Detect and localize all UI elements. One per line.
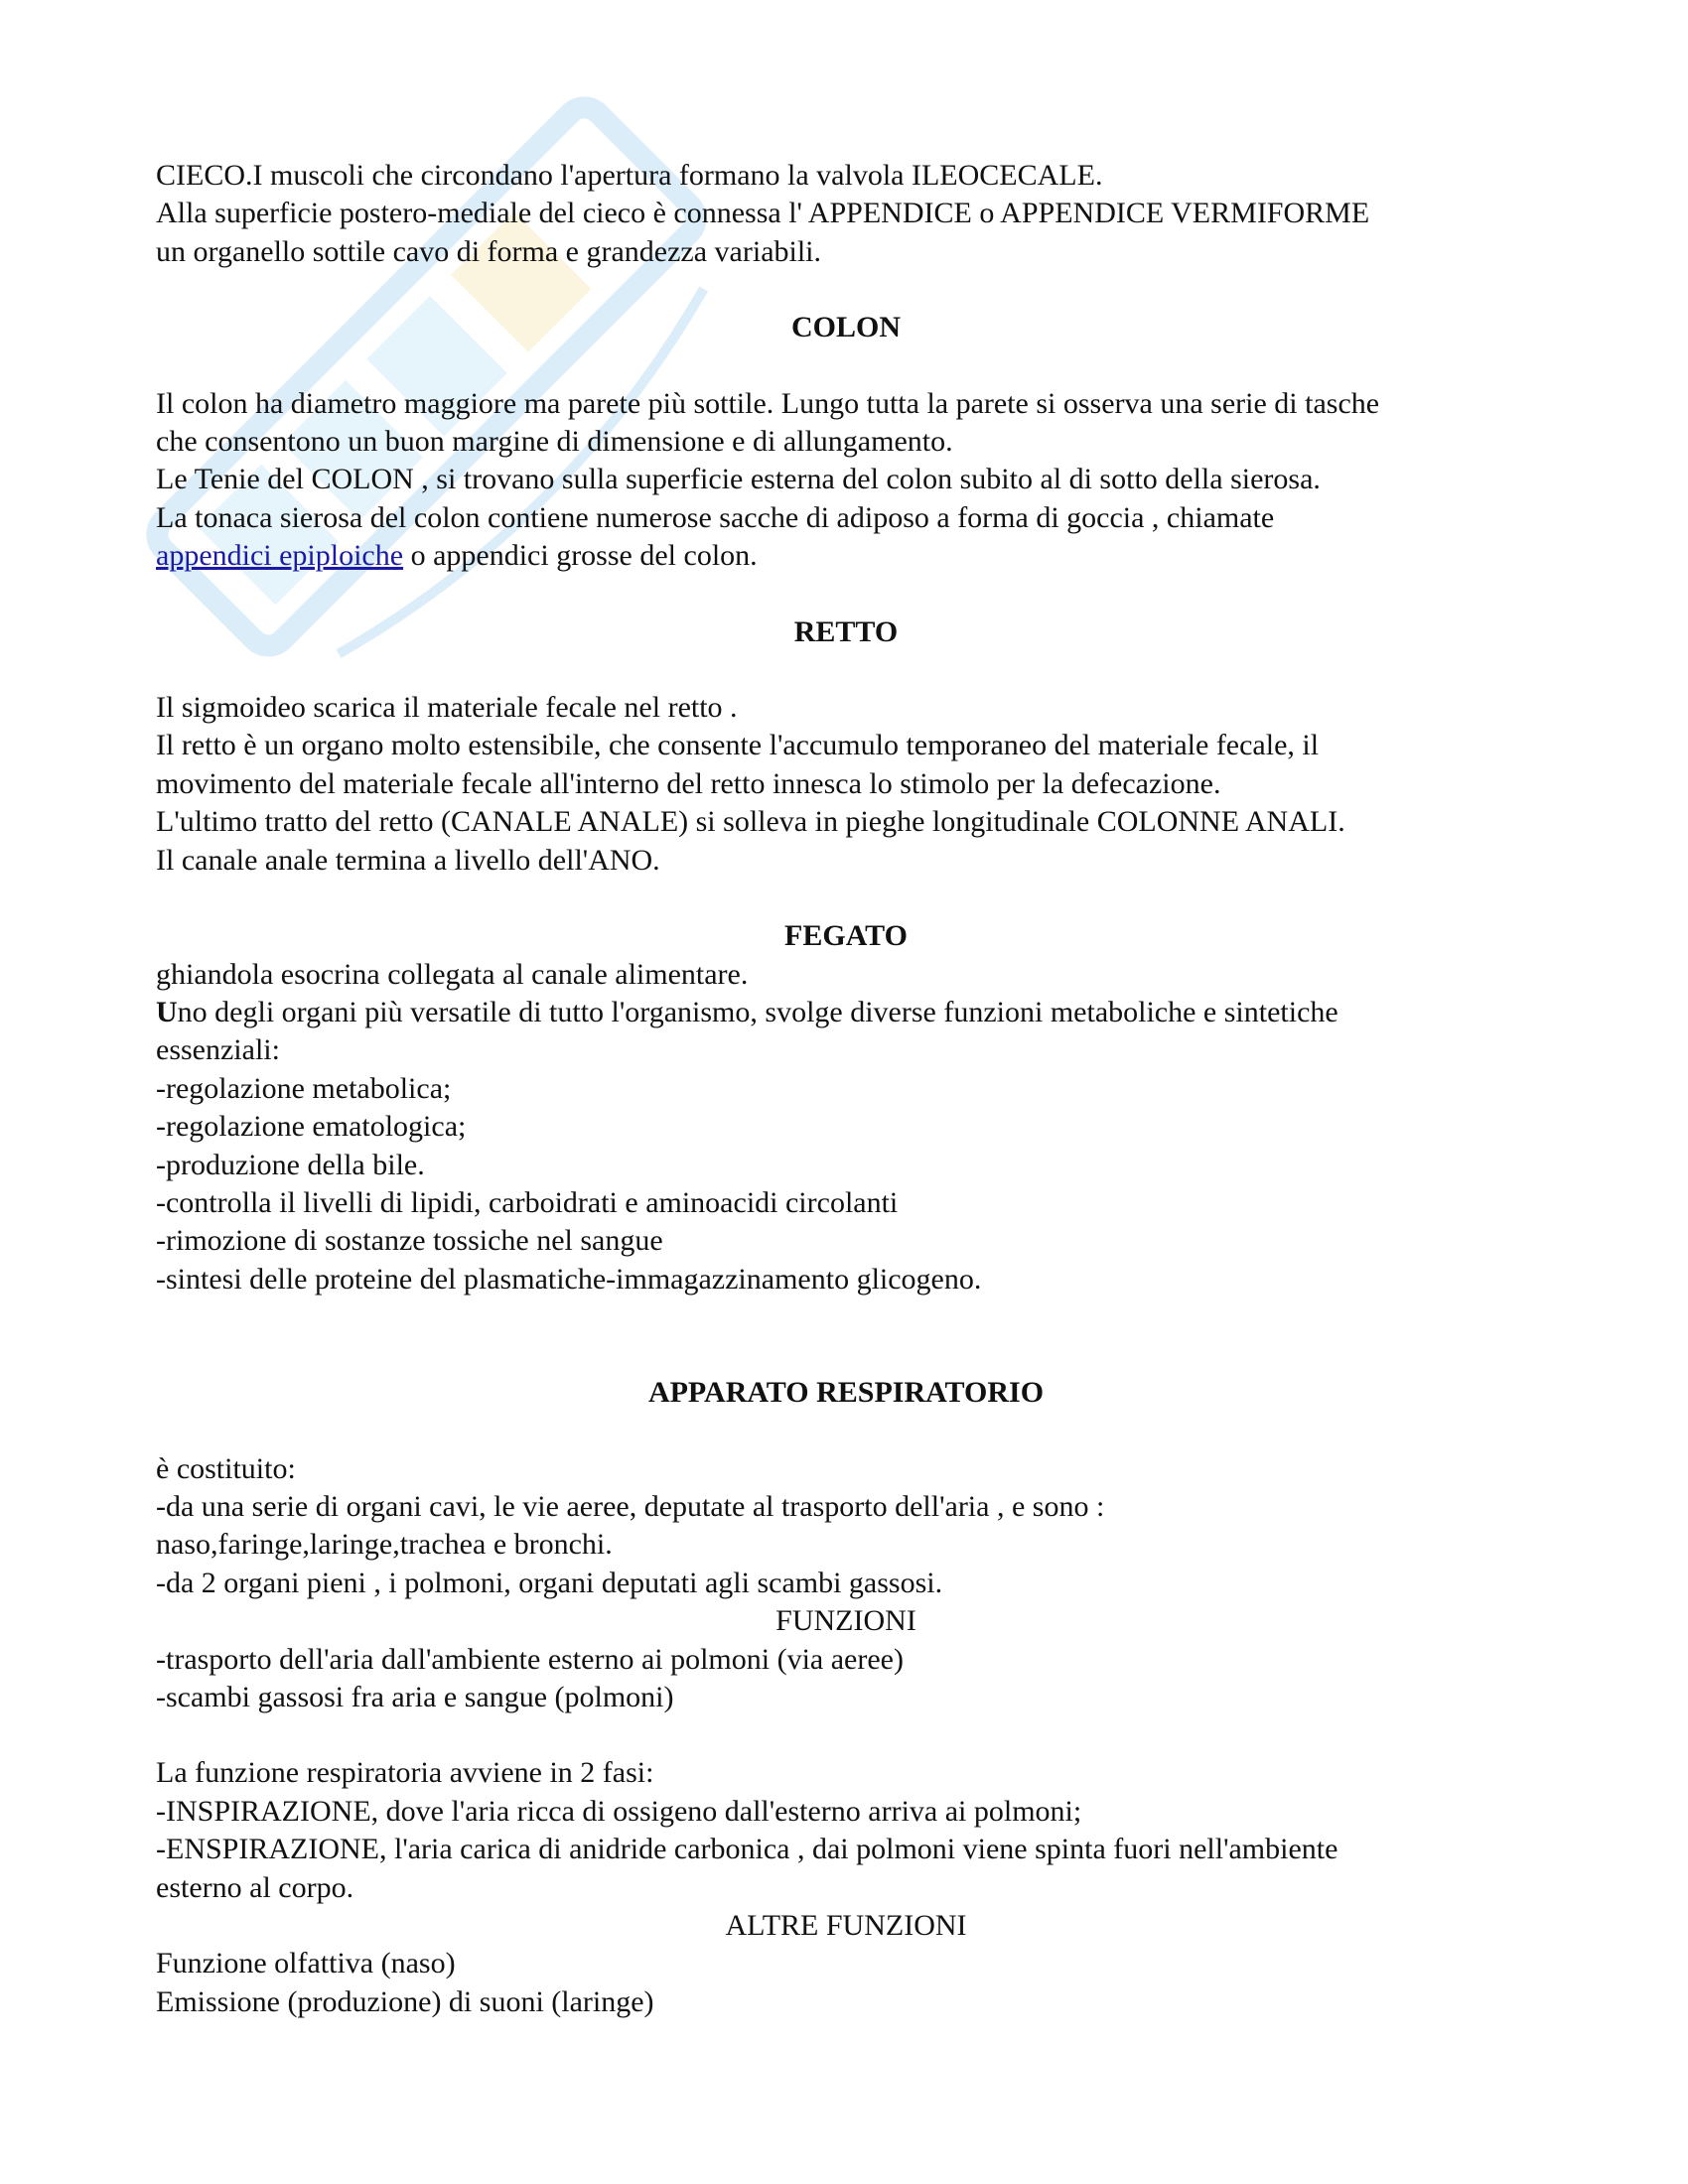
subheading-funzioni: FUNZIONI xyxy=(775,1604,916,1638)
retto-line: movimento del materiale fecale all'interno del retto innesca lo stimolo per la defecazione. xyxy=(156,766,1221,800)
heading-apparato-respiratorio: APPARATO RESPIRATORIO xyxy=(647,1376,1045,1410)
respiratorio-line: è costituito: xyxy=(156,1451,296,1485)
colon-line: Il colon ha diametro maggiore ma parete più sottile. Lungo tutta la parete si osserva una serie di tasche xyxy=(156,386,1380,420)
document-page xyxy=(156,157,1536,2021)
colon-link-tail: o appendici grosse del colon. xyxy=(403,539,758,573)
colon-line: che consentono un buon margine di dimensione e di allungamento. xyxy=(156,425,953,459)
funzioni-line: -scambi gassosi fra aria e sangue (polmoni) xyxy=(156,1681,674,1713)
fegato-line: -controlla il livelli di lipidi, carboidrati e aminoacidi circolanti xyxy=(156,1185,899,1219)
fasi-line: La funzione respiratoria avviene in 2 fasi: xyxy=(156,1756,654,1790)
fegato-line: ghiandola esocrina collegata al canale alimentare. xyxy=(156,957,749,991)
respiratorio-line: -da 2 organi pieni , i polmoni, organi deputati agli scambi gassosi. xyxy=(156,1566,943,1599)
retto-line: Il retto è un organo molto estensibile, che consente l'accumulo temporaneo del materiale fecale, il xyxy=(156,729,1320,762)
heading-fegato: FEGATO xyxy=(784,919,908,953)
respiratorio-line: naso,faringe,laringe,trachea e bronchi. xyxy=(156,1528,613,1562)
appendici-epiploiche-link[interactable]: appendici epiploiche xyxy=(156,539,404,573)
retto-line: Il canale anale termina a livello dell'ANO. xyxy=(156,843,660,877)
subheading-altre-funzioni: ALTRE FUNZIONI xyxy=(725,1909,967,1943)
fasi-line: esterno al corpo. xyxy=(156,1870,354,1904)
fegato-line: -regolazione metabolica; xyxy=(156,1071,452,1105)
fegato-line-2 xyxy=(156,994,1536,1031)
retto-line: Il sigmoideo scarica il materiale fecale nel retto . xyxy=(156,691,738,725)
fegato-line: -produzione della bile. xyxy=(156,1148,425,1181)
fegato-bold-initial: U xyxy=(156,995,178,1028)
intro-line: CIECO.I muscoli che circondano l'apertura formano la valvola ILEOCECALE. xyxy=(156,159,1103,192)
fasi-line: -INSPIRAZIONE, dove l'aria ricca di ossigeno dall'esterno arriva ai polmoni; xyxy=(156,1794,1082,1828)
heading-colon: COLON xyxy=(790,311,901,344)
altre-line: Emissione (produzione) di suoni (laringe) xyxy=(156,1984,654,2018)
fegato-line: -rimozione di sostanze tossiche nel sangue xyxy=(156,1224,663,1258)
intro-line: Alla superficie postero-mediale del cieco è connessa l' APPENDICE o APPENDICE VERMIFORME xyxy=(156,197,1370,230)
colon-line: La tonaca sierosa del colon contiene numerose sacche di adiposo a forma di goccia , chiamate xyxy=(156,500,1275,534)
retto-line: L'ultimo tratto del retto (CANALE ANALE) si solleva in pieghe longitudinale COLONNE ANALI. xyxy=(156,805,1345,839)
fegato-line: -sintesi delle proteine del plasmatiche-immagazzinamento glicogeno. xyxy=(156,1262,982,1296)
fasi-line: -ENSPIRAZIONE, l'aria carica di anidride carbonica , dai polmoni viene spinta fuori nell'ambiente xyxy=(156,1833,1338,1866)
intro-line: un organello sottile cavo di forma e grandezza variabili. xyxy=(156,234,822,268)
heading-retto: RETTO xyxy=(793,614,899,648)
respiratorio-line: -da una serie di organi cavi, le vie aeree, deputate al trasporto dell'aria , e sono : xyxy=(156,1489,1105,1523)
fegato-line: -regolazione ematologica; xyxy=(156,1110,467,1144)
fegato-line: essenziali: xyxy=(156,1033,280,1067)
altre-line: Funzione olfattiva (naso) xyxy=(156,1947,456,1980)
funzioni-line: -trasporto dell'aria dall'ambiente esterno ai polmoni (via aeree) xyxy=(156,1642,904,1676)
colon-line-link xyxy=(156,537,1536,575)
fegato-line-rest: no degli organi più versatile di tutto l'organismo, svolge diverse funzioni metaboliche e sintetiche xyxy=(177,995,1338,1028)
colon-line: Le Tenie del COLON , si trovano sulla superficie esterna del colon subito al di sotto della sierosa. xyxy=(156,463,1321,496)
